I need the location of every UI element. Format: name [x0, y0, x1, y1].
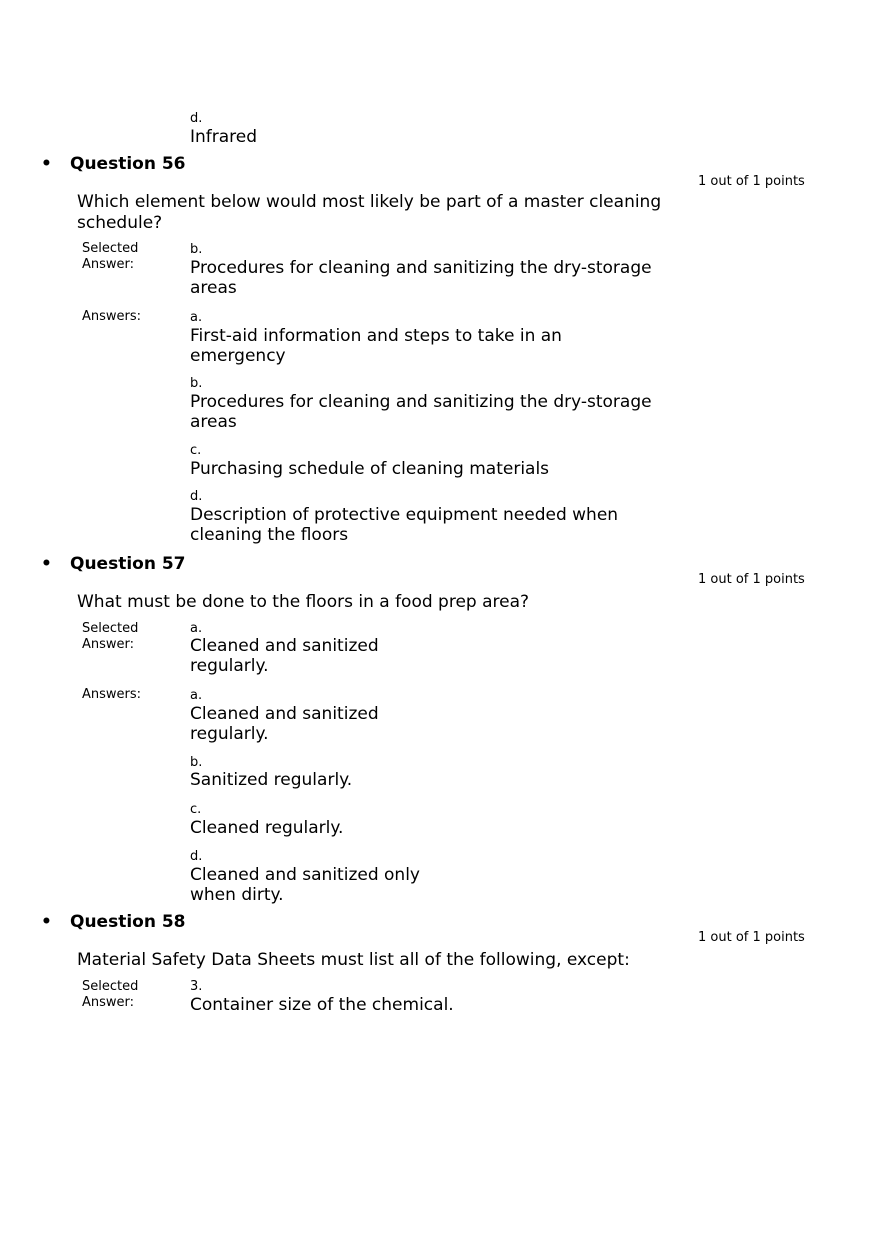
selected-answer-label: Answer:: [82, 257, 135, 272]
answer-option-text: Cleaned and sanitized only: [190, 865, 420, 885]
selected-answer-label: Selected: [82, 621, 139, 636]
selected-answer-text: regularly.: [190, 656, 269, 676]
answer-letter: a.: [190, 310, 203, 325]
bullet: •: [41, 912, 52, 932]
answer-letter: c.: [190, 443, 202, 458]
answer-letter: 3.: [190, 979, 203, 994]
answers-label: Answers:: [82, 687, 142, 702]
question-title: Question 57: [70, 554, 186, 574]
answer-option-text: Cleaned regularly.: [190, 818, 344, 838]
answer-option-text: Purchasing schedule of cleaning materials: [190, 459, 550, 479]
question-text: What must be done to the floors in a food prep area?: [77, 592, 530, 612]
question-text: Material Safety Data Sheets must list all of the following, except:: [77, 950, 630, 970]
selected-answer-text: areas: [190, 278, 237, 298]
answer-option-text: emergency: [190, 346, 286, 366]
selected-answer-label: Answer:: [82, 995, 135, 1010]
points-label: 1 out of 1 points: [698, 174, 805, 189]
selected-answer-label: Answer:: [82, 637, 135, 652]
selected-answer-label: Selected: [82, 979, 139, 994]
selected-answer-label: Selected: [82, 241, 139, 256]
selected-answer-text: Procedures for cleaning and sanitizing the dry-storage: [190, 258, 652, 278]
question-text: Which element below would most likely be part of a master cleaning: [77, 192, 662, 212]
answer-option-text: areas: [190, 412, 237, 432]
answer-text: Infrared: [190, 127, 258, 147]
bullet: •: [41, 554, 52, 574]
question-text: schedule?: [77, 213, 163, 233]
answer-option-text: Description of protective equipment needed when: [190, 505, 619, 525]
answer-option-text: regularly.: [190, 724, 269, 744]
answer-letter: d.: [190, 849, 203, 864]
answer-option-text: First-aid information and steps to take in an: [190, 326, 562, 346]
answers-label: Answers:: [82, 309, 142, 324]
answer-option-text: cleaning the floors: [190, 525, 349, 545]
points-label: 1 out of 1 points: [698, 930, 805, 945]
answer-option-text: Cleaned and sanitized: [190, 704, 379, 724]
points-label: 1 out of 1 points: [698, 572, 805, 587]
answer-letter: a.: [190, 688, 203, 703]
answer-letter: d.: [190, 489, 203, 504]
answer-option-text: when dirty.: [190, 885, 284, 905]
answer-letter: c.: [190, 802, 202, 817]
answer-letter: b.: [190, 376, 203, 391]
question-title: Question 58: [70, 912, 186, 932]
bullet: •: [41, 154, 52, 174]
answer-letter: b.: [190, 242, 203, 257]
answer-option-text: Procedures for cleaning and sanitizing the dry-storage: [190, 392, 652, 412]
selected-answer-text: Cleaned and sanitized: [190, 636, 379, 656]
answer-option-text: Sanitized regularly.: [190, 770, 353, 790]
answer-letter: d.: [190, 111, 203, 126]
answer-letter: a.: [190, 621, 203, 636]
selected-answer-text: Container size of the chemical.: [190, 995, 454, 1015]
question-title: Question 56: [70, 154, 186, 174]
answer-letter: b.: [190, 755, 203, 770]
